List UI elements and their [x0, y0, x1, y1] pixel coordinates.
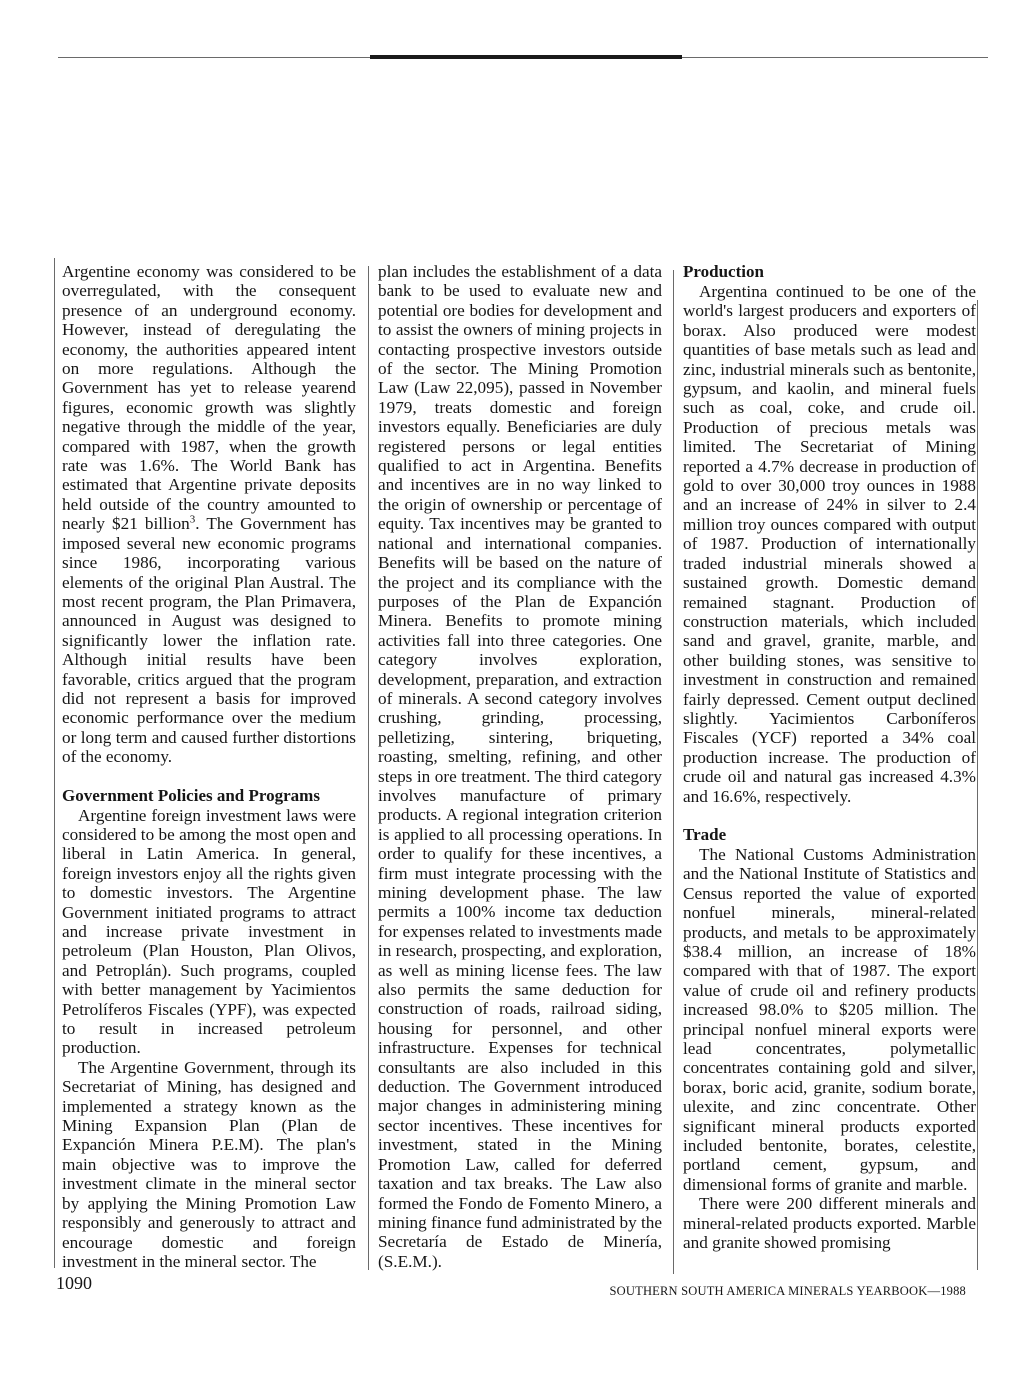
running-title: SOUTHERN SOUTH AMERICA MINERALS YEARBOOK—1988: [609, 1284, 966, 1298]
footnote-marker: 3: [189, 513, 196, 526]
paragraph-economy-text-end: . The Government has imposed several new economic programs since 1986, incorporating various elements of the original Plan Austral. The most recent program, the Plan Primavera, announced in August was designed to significantly lower the inflation rate. Although initial results have been favorable, critics argued that the program did not represent a basis for improved economic performance over the medium or long term and caused further distortions of the economy.: [62, 514, 356, 767]
column-divider-left: [54, 258, 55, 1268]
paragraph-mining-expansion: The Argentine Government, through its Secretariat of Mining, has designed and implemented a strategy known as the Mining Expansion Plan (Plan de Expanción Minera P.E.M). The plan's main objective was to improve the investment climate in the mineral sector by applying the Mining Promotion Law responsibly and generously to attract and encourage domestic and foreign investment in the mineral sector. The: [62, 1057, 356, 1271]
paragraph-foreign-investment: Argentine foreign investment laws were considered to be among the most open and liberal in Latin America. In general, foreign investors enjoy all the rights given to domestic investors. The Argentine Government initiated programs to attract and increase private investment in petroleum (Plan Houston, Plan Olivos, and Petroplán). Such programs, coupled with better management by Yacimientos Petrolíferos Fiscales (YPF), was expected to result in increased petroleum production.: [62, 805, 356, 1058]
paragraph-economy-text: Argentine economy was considered to be overregulated, with the consequent presence of an underground economy. However, instead of deregulating the economy, the authorities appeared intent on more regulations. Although the Government has yet to release yearend figures, economic growth was slightly negative through the middle of the year, compared with 1987, when the growth rate was 1.6%. The World Bank has estimated that Argentine private deposits held outside of the country amounted to nearly $21 billion: [62, 262, 356, 534]
paragraph-economy: [62, 262, 356, 767]
paragraph-trade: The National Customs Administration and the National Institute of Statistics and Census reported the value of exported nonfuel minerals, mineral-related products, and metals to be approximately $38.4 million, an increase of 18% compared with that of 1987. The export value of crude oil and refinery products increased 98.0% to $205 million. The principal nonfuel mineral exports were lead concentrates, polymetallic concentrates containing gold and silver, borax, boric acid, granite, sodium borate, ulexite, and zinc concentrate. Other significant mineral products exported included bentonite, borates, celestite, portland cement, gypsum, and dimensional forms of granite and marble.: [683, 844, 976, 1194]
section-heading-trade: Trade: [683, 824, 727, 844]
paragraph-mining-promotion: plan includes the establishment of a data bank to be used to evaluate new and potential ore bodies for development and to assist the owners of mining projects in contacting prospective investors outside of the sector. The Mining Promotion Law (Law 22,095), passed in November 1979, treats domestic and foreign investors equally. Beneficiaries are duly registered persons or legal entities qualified to act in Argentina. Benefits and incentives are in no way linked to the origin of ownership or percentage of equity. Tax incentives may be granted to national and international companies. Benefits will be based on the nature of the project and its compliance with the purposes of the Plan de Expanción Minera. Benefits to promote mining activities fall into three categories. One category involves exploration, development, preparation, and extraction of minerals. A second category involves crushing, grinding, processing, pelletizing, sintering, briqueting, roasting, smelting, refining, and other steps in ore treatment. The third category involves manufacture of primary products. A regional integration criterion is applied to all processing operations. In order to qualify for these incentives, a firm must integrate processing with the mining development phase. The law permits a 100% income tax deduction for expenses related to investments made in research, prospecting, and exploration, as well as mining license fees. The law also permits the same deduction for construction of roads, railroad siding, housing for personnel, and other infrastructure. Expenses for technical consultants are also included in this deduction. The Government introduced major changes in administering mining sector incentives. These incentives for investment, stated in the Mining Promotion Law, called for deferred taxation and tax breaks. The Law also formed the Fondo de Fomento Minero, a mining finance fund administrated by the Secretaría de Estado de Minería, (S.E.M.).: [378, 262, 662, 1271]
column-divider-1: [368, 266, 369, 1270]
column-divider-right: [977, 300, 978, 1270]
top-rule-accent: [370, 55, 682, 59]
section-heading-production: Production: [683, 262, 764, 281]
text-column-1: [62, 262, 356, 1274]
text-column-3: [683, 262, 976, 1274]
column-divider-2: [673, 270, 674, 1274]
section-heading-government-policies: Government Policies and Programs: [62, 785, 320, 805]
text-column-2: [378, 262, 662, 1274]
paragraph-exports: There were 200 different minerals and mineral-related products exported. Marble and granite showed promising: [683, 1194, 976, 1253]
paragraph-production: Argentina continued to be one of the world's largest producers and exporters of borax. Also produced were modest quantities of base metals such as lead and zinc, industrial minerals such as bentonite, gypsum, and kaolin, and mineral fuels such as coal, coke, and crude oil. Production of precious metals was limited. The Secretariat of Mining reported a 4.7% decrease in production of gold to over 30,000 troy ounces in 1988 and an increase of 24% in silver to 2.4 million troy ounces compared with output of 1987. Production of internationally traded industrial minerals showed a sustained growth. Domestic demand remained stagnant. Production of construction materials, which included sand and gravel, granite, marble, and other building stones, was sensitive to investment in construction and remained fairly depressed. Cement output declined slightly. Yacimientos Carboníferos Fiscales (YCF) reported a 34% coal production increase. The production of crude oil and natural gas increased 4.3% and 16.6%, respectively.: [683, 282, 976, 806]
page-number: 1090: [56, 1273, 92, 1293]
